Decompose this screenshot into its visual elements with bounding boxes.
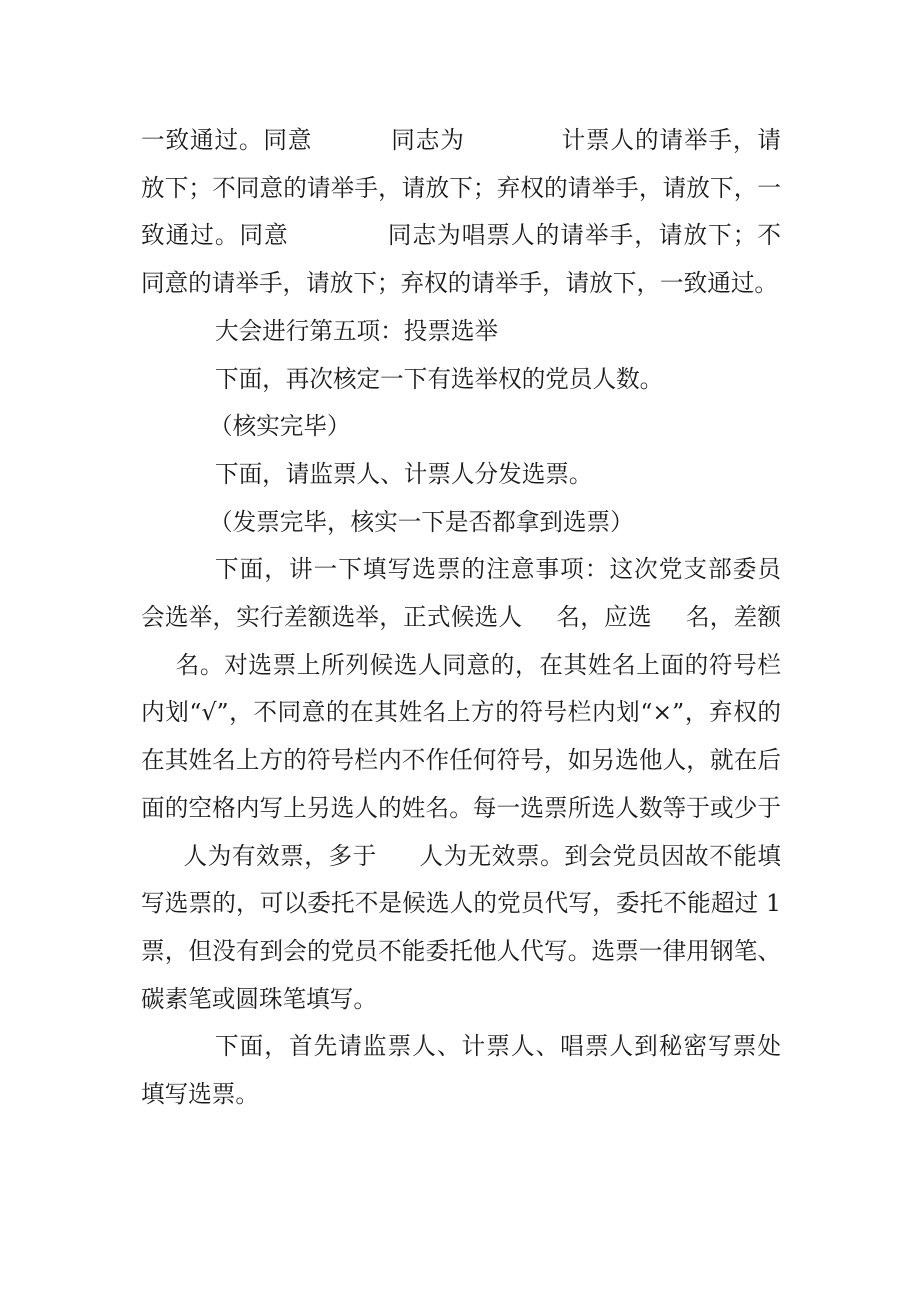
paragraph-agenda-item: 大会进行第五项：投票选举 xyxy=(215,316,499,345)
paragraph-vote-confirmation xyxy=(141,117,781,308)
paragraph-verify-count: 下面，再次核定一下有选举权的党员人数。 xyxy=(215,364,664,393)
text-segment: 人为有效票，多于 xyxy=(183,841,377,870)
document-body xyxy=(141,117,781,1119)
paragraph-note-verified: （核实完毕） xyxy=(209,412,351,441)
text-segment: 同志为唱票人的请举手，请放下；不同意的请举手，请放下；弃权的请举手，请放下，一致通过。 xyxy=(141,221,782,298)
paragraph-distribute-ballots: 下面，请监票人、计票人分发选票。 xyxy=(215,459,593,488)
text-segment: 一致通过。同意 xyxy=(141,126,313,154)
text-segment: 人为无效票。到会党员因故不能填写选票的，可以委托不是候选人的党员代写，委托不能超过 1 票，但没有到会的党员不能委托他人代写。选票一律用钢笔、碳素笔或圆珠笔填写。 xyxy=(141,841,782,1013)
paragraph-note-distributed: （发票完毕，核实一下是否都拿到选票） xyxy=(209,507,634,536)
paragraph-ballot-instructions xyxy=(141,546,781,1023)
paragraph-fill-ballots: 下面，首先请监票人、计票人、唱票人到秘密写票处填写选票。 xyxy=(141,1032,781,1109)
text-segment: 名，差额 xyxy=(685,603,782,632)
text-segment: 同志为 xyxy=(390,126,465,154)
text-segment: 名，应选 xyxy=(556,603,652,632)
text-segment: 下面，讲一下填写选票的注意事项：这次党支部委员会选举，实行差额选举，正式候选人 xyxy=(141,555,781,632)
text-segment: 计票人的请举手，请放下；不同意的请举手，请放下；弃权的请举手，请放下，一致通过。同意 xyxy=(141,126,782,250)
text-segment: 名。对选票上所列候选人同意的，在其姓名上面的符号栏内划“√”，不同意的在其姓名上方的符号栏内划“×”，弃权的在其姓名上方的符号栏内不作任何符号，如另选他人，就在后面的空格内写上另选人的姓名。每一选票所选人数等于或少于 xyxy=(141,650,781,822)
